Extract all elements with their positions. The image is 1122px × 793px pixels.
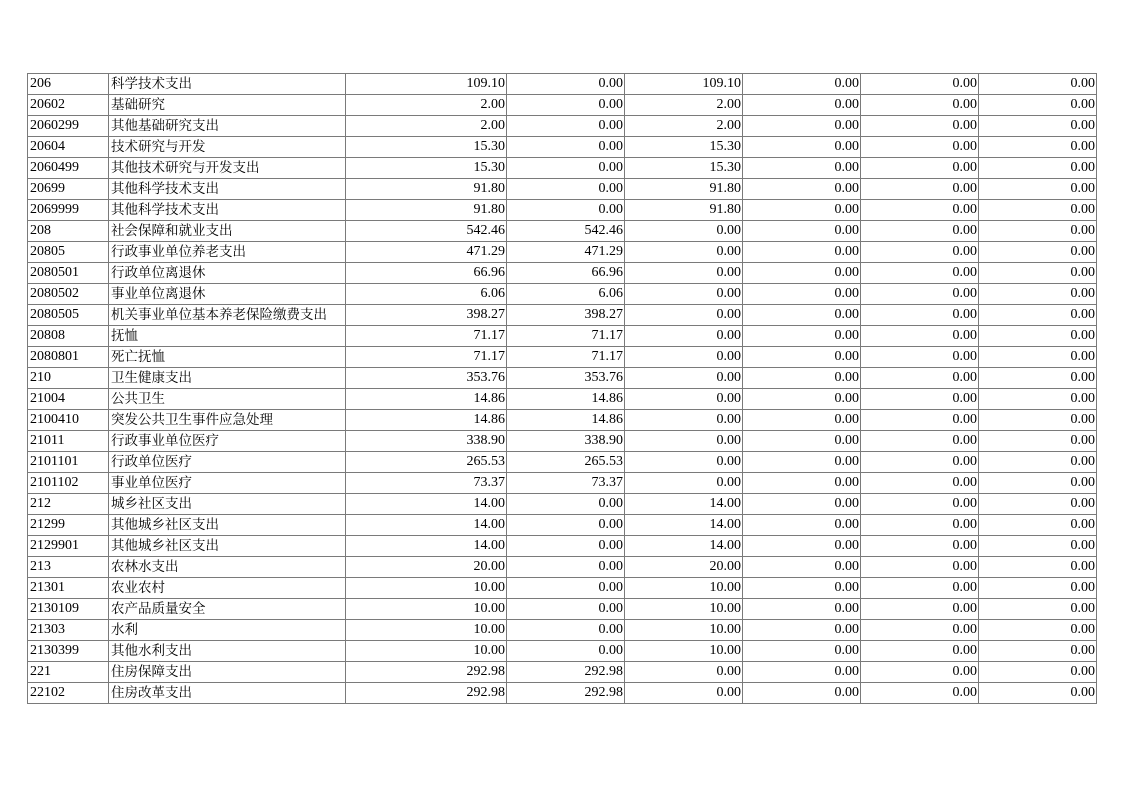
amount-cell: 471.29: [346, 242, 507, 263]
amount-cell: 0.00: [743, 368, 861, 389]
amount-cell: 10.00: [625, 641, 743, 662]
subject-code-cell: 213: [28, 557, 109, 578]
subject-name-cell: 其他科学技术支出: [109, 179, 346, 200]
amount-cell: 0.00: [979, 473, 1097, 494]
amount-cell: 0.00: [979, 74, 1097, 95]
amount-cell: 0.00: [507, 200, 625, 221]
subject-code-cell: 2060299: [28, 116, 109, 137]
amount-cell: 10.00: [625, 578, 743, 599]
amount-cell: 14.00: [625, 515, 743, 536]
amount-cell: 10.00: [346, 578, 507, 599]
subject-name-cell: 突发公共卫生事件应急处理: [109, 410, 346, 431]
amount-cell: 0.00: [861, 431, 979, 452]
subject-code-cell: 2080501: [28, 263, 109, 284]
amount-cell: 338.90: [507, 431, 625, 452]
amount-cell: 2.00: [625, 95, 743, 116]
amount-cell: 0.00: [743, 431, 861, 452]
amount-cell: 0.00: [743, 599, 861, 620]
amount-cell: 0.00: [743, 683, 861, 704]
amount-cell: 73.37: [346, 473, 507, 494]
table-row: [28, 557, 1097, 578]
table-row: [28, 452, 1097, 473]
amount-cell: 0.00: [625, 683, 743, 704]
subject-name-cell: 科学技术支出: [109, 74, 346, 95]
amount-cell: 10.00: [625, 599, 743, 620]
amount-cell: 542.46: [346, 221, 507, 242]
subject-code-cell: 2060499: [28, 158, 109, 179]
amount-cell: 20.00: [625, 557, 743, 578]
subject-name-cell: 农林水支出: [109, 557, 346, 578]
amount-cell: 0.00: [625, 473, 743, 494]
amount-cell: 0.00: [861, 242, 979, 263]
amount-cell: 292.98: [507, 662, 625, 683]
table-row: [28, 662, 1097, 683]
amount-cell: 0.00: [507, 116, 625, 137]
amount-cell: 0.00: [743, 305, 861, 326]
amount-cell: 0.00: [743, 473, 861, 494]
table-row: [28, 473, 1097, 494]
amount-cell: 0.00: [743, 557, 861, 578]
amount-cell: 0.00: [507, 515, 625, 536]
amount-cell: 0.00: [743, 95, 861, 116]
amount-cell: 0.00: [625, 452, 743, 473]
table-row: [28, 242, 1097, 263]
amount-cell: 0.00: [979, 158, 1097, 179]
amount-cell: 0.00: [625, 662, 743, 683]
amount-cell: 0.00: [743, 137, 861, 158]
amount-cell: 0.00: [625, 284, 743, 305]
amount-cell: 6.06: [346, 284, 507, 305]
table-row: [28, 74, 1097, 95]
subject-name-cell: 住房改革支出: [109, 683, 346, 704]
amount-cell: 14.86: [346, 410, 507, 431]
amount-cell: 0.00: [507, 578, 625, 599]
amount-cell: 2.00: [346, 95, 507, 116]
amount-cell: 0.00: [979, 242, 1097, 263]
amount-cell: 15.30: [625, 137, 743, 158]
amount-cell: 91.80: [346, 200, 507, 221]
amount-cell: 265.53: [346, 452, 507, 473]
amount-cell: 398.27: [507, 305, 625, 326]
table-row: [28, 410, 1097, 431]
amount-cell: 0.00: [861, 662, 979, 683]
amount-cell: 0.00: [743, 179, 861, 200]
amount-cell: 2.00: [346, 116, 507, 137]
table-row: [28, 494, 1097, 515]
amount-cell: 0.00: [979, 326, 1097, 347]
amount-cell: 109.10: [346, 74, 507, 95]
table-row: [28, 368, 1097, 389]
subject-code-cell: 212: [28, 494, 109, 515]
amount-cell: 0.00: [861, 683, 979, 704]
subject-name-cell: 技术研究与开发: [109, 137, 346, 158]
amount-cell: 0.00: [979, 557, 1097, 578]
subject-code-cell: 20805: [28, 242, 109, 263]
amount-cell: 0.00: [507, 158, 625, 179]
subject-code-cell: 2130109: [28, 599, 109, 620]
subject-code-cell: 22102: [28, 683, 109, 704]
subject-name-cell: 其他城乡社区支出: [109, 536, 346, 557]
amount-cell: 398.27: [346, 305, 507, 326]
subject-name-cell: 住房保障支出: [109, 662, 346, 683]
subject-name-cell: 抚恤: [109, 326, 346, 347]
subject-name-cell: 公共卫生: [109, 389, 346, 410]
amount-cell: 0.00: [507, 599, 625, 620]
subject-code-cell: 208: [28, 221, 109, 242]
amount-cell: 0.00: [743, 620, 861, 641]
amount-cell: 0.00: [861, 95, 979, 116]
amount-cell: 0.00: [743, 662, 861, 683]
table-row: [28, 305, 1097, 326]
amount-cell: 15.30: [625, 158, 743, 179]
amount-cell: 0.00: [861, 494, 979, 515]
amount-cell: 0.00: [743, 389, 861, 410]
amount-cell: 0.00: [861, 599, 979, 620]
subject-name-cell: 机关事业单位基本养老保险缴费支出: [109, 305, 346, 326]
amount-cell: 71.17: [507, 326, 625, 347]
amount-cell: 0.00: [979, 368, 1097, 389]
amount-cell: 0.00: [861, 284, 979, 305]
amount-cell: 0.00: [979, 221, 1097, 242]
amount-cell: 10.00: [346, 620, 507, 641]
subject-name-cell: 城乡社区支出: [109, 494, 346, 515]
amount-cell: 0.00: [979, 578, 1097, 599]
amount-cell: 0.00: [743, 158, 861, 179]
amount-cell: 6.06: [507, 284, 625, 305]
subject-code-cell: 2080505: [28, 305, 109, 326]
amount-cell: 0.00: [743, 74, 861, 95]
amount-cell: 109.10: [625, 74, 743, 95]
subject-name-cell: 农产品质量安全: [109, 599, 346, 620]
amount-cell: 0.00: [625, 431, 743, 452]
amount-cell: 0.00: [743, 347, 861, 368]
amount-cell: 0.00: [861, 536, 979, 557]
subject-name-cell: 其他科学技术支出: [109, 200, 346, 221]
amount-cell: 0.00: [979, 284, 1097, 305]
amount-cell: 0.00: [507, 179, 625, 200]
amount-cell: 14.86: [346, 389, 507, 410]
table-row: [28, 578, 1097, 599]
subject-name-cell: 行政单位医疗: [109, 452, 346, 473]
amount-cell: 0.00: [625, 410, 743, 431]
amount-cell: 0.00: [979, 116, 1097, 137]
subject-name-cell: 卫生健康支出: [109, 368, 346, 389]
amount-cell: 292.98: [346, 662, 507, 683]
amount-cell: 338.90: [346, 431, 507, 452]
subject-code-cell: 2080502: [28, 284, 109, 305]
subject-name-cell: 行政事业单位医疗: [109, 431, 346, 452]
amount-cell: 0.00: [743, 536, 861, 557]
table-row: [28, 179, 1097, 200]
subject-code-cell: 210: [28, 368, 109, 389]
amount-cell: 0.00: [743, 116, 861, 137]
subject-name-cell: 行政事业单位养老支出: [109, 242, 346, 263]
subject-name-cell: 事业单位离退休: [109, 284, 346, 305]
amount-cell: 0.00: [743, 200, 861, 221]
amount-cell: 71.17: [346, 347, 507, 368]
amount-cell: 542.46: [507, 221, 625, 242]
amount-cell: 2.00: [625, 116, 743, 137]
amount-cell: 0.00: [979, 305, 1097, 326]
table-row: [28, 620, 1097, 641]
amount-cell: 71.17: [507, 347, 625, 368]
amount-cell: 91.80: [625, 200, 743, 221]
amount-cell: 0.00: [507, 620, 625, 641]
amount-cell: 0.00: [979, 599, 1097, 620]
amount-cell: 14.86: [507, 410, 625, 431]
amount-cell: 0.00: [861, 200, 979, 221]
table-row: [28, 116, 1097, 137]
table-row: [28, 158, 1097, 179]
subject-code-cell: 2101101: [28, 452, 109, 473]
amount-cell: 0.00: [979, 662, 1097, 683]
amount-cell: 0.00: [625, 242, 743, 263]
table-row: [28, 431, 1097, 452]
amount-cell: 0.00: [507, 536, 625, 557]
subject-code-cell: 2101102: [28, 473, 109, 494]
amount-cell: 0.00: [861, 137, 979, 158]
amount-cell: 0.00: [743, 410, 861, 431]
table-row: [28, 536, 1097, 557]
amount-cell: 0.00: [861, 452, 979, 473]
amount-cell: 14.00: [625, 536, 743, 557]
amount-cell: 0.00: [979, 347, 1097, 368]
table-row: [28, 515, 1097, 536]
amount-cell: 10.00: [346, 599, 507, 620]
table-row: [28, 221, 1097, 242]
amount-cell: 14.00: [346, 536, 507, 557]
amount-cell: 14.00: [346, 515, 507, 536]
table-row: [28, 200, 1097, 221]
amount-cell: 0.00: [979, 515, 1097, 536]
subject-code-cell: 20604: [28, 137, 109, 158]
subject-code-cell: 20602: [28, 95, 109, 116]
amount-cell: 0.00: [979, 641, 1097, 662]
amount-cell: 0.00: [743, 263, 861, 284]
amount-cell: 0.00: [507, 494, 625, 515]
amount-cell: 73.37: [507, 473, 625, 494]
amount-cell: 265.53: [507, 452, 625, 473]
subject-name-cell: 事业单位医疗: [109, 473, 346, 494]
table-row: [28, 347, 1097, 368]
subject-name-cell: 其他水利支出: [109, 641, 346, 662]
amount-cell: 15.30: [346, 158, 507, 179]
amount-cell: 0.00: [743, 284, 861, 305]
table-row: [28, 389, 1097, 410]
amount-cell: 66.96: [507, 263, 625, 284]
amount-cell: 0.00: [743, 494, 861, 515]
amount-cell: 0.00: [979, 263, 1097, 284]
amount-cell: 0.00: [979, 536, 1097, 557]
amount-cell: 0.00: [625, 389, 743, 410]
amount-cell: 14.00: [346, 494, 507, 515]
amount-cell: 0.00: [861, 179, 979, 200]
amount-cell: 292.98: [507, 683, 625, 704]
subject-name-cell: 其他城乡社区支出: [109, 515, 346, 536]
subject-name-cell: 基础研究: [109, 95, 346, 116]
amount-cell: 0.00: [979, 200, 1097, 221]
amount-cell: 471.29: [507, 242, 625, 263]
table-row: [28, 599, 1097, 620]
amount-cell: 0.00: [979, 620, 1097, 641]
subject-name-cell: 死亡抚恤: [109, 347, 346, 368]
amount-cell: 0.00: [743, 578, 861, 599]
amount-cell: 0.00: [861, 305, 979, 326]
subject-code-cell: 21299: [28, 515, 109, 536]
amount-cell: 0.00: [979, 410, 1097, 431]
amount-cell: 0.00: [507, 74, 625, 95]
amount-cell: 14.86: [507, 389, 625, 410]
amount-cell: 0.00: [625, 326, 743, 347]
amount-cell: 0.00: [861, 326, 979, 347]
subject-code-cell: 2129901: [28, 536, 109, 557]
amount-cell: 0.00: [861, 158, 979, 179]
subject-code-cell: 21303: [28, 620, 109, 641]
amount-cell: 10.00: [346, 641, 507, 662]
table-row: [28, 263, 1097, 284]
amount-cell: 0.00: [625, 347, 743, 368]
subject-code-cell: 21011: [28, 431, 109, 452]
amount-cell: 0.00: [979, 389, 1097, 410]
table-row: [28, 284, 1097, 305]
amount-cell: 0.00: [979, 137, 1097, 158]
amount-cell: 0.00: [625, 263, 743, 284]
amount-cell: 0.00: [861, 263, 979, 284]
amount-cell: 0.00: [861, 410, 979, 431]
amount-cell: 353.76: [346, 368, 507, 389]
amount-cell: 0.00: [861, 116, 979, 137]
amount-cell: 0.00: [507, 95, 625, 116]
amount-cell: 0.00: [861, 473, 979, 494]
amount-cell: 0.00: [625, 368, 743, 389]
amount-cell: 91.80: [346, 179, 507, 200]
amount-cell: 0.00: [625, 221, 743, 242]
budget-table: [27, 73, 1097, 704]
amount-cell: 0.00: [743, 326, 861, 347]
subject-code-cell: 20808: [28, 326, 109, 347]
amount-cell: 0.00: [861, 368, 979, 389]
amount-cell: 0.00: [861, 578, 979, 599]
subject-code-cell: 2100410: [28, 410, 109, 431]
subject-code-cell: 21004: [28, 389, 109, 410]
amount-cell: 15.30: [346, 137, 507, 158]
amount-cell: 0.00: [625, 305, 743, 326]
amount-cell: 14.00: [625, 494, 743, 515]
amount-cell: 0.00: [861, 389, 979, 410]
amount-cell: 71.17: [346, 326, 507, 347]
amount-cell: 0.00: [861, 515, 979, 536]
subject-name-cell: 水利: [109, 620, 346, 641]
amount-cell: 20.00: [346, 557, 507, 578]
amount-cell: 0.00: [861, 74, 979, 95]
amount-cell: 0.00: [743, 242, 861, 263]
table-row: [28, 137, 1097, 158]
amount-cell: 0.00: [507, 557, 625, 578]
subject-code-cell: 2080801: [28, 347, 109, 368]
amount-cell: 66.96: [346, 263, 507, 284]
subject-code-cell: 206: [28, 74, 109, 95]
subject-name-cell: 农业农村: [109, 578, 346, 599]
table-body: [28, 74, 1097, 704]
amount-cell: 353.76: [507, 368, 625, 389]
amount-cell: 0.00: [861, 347, 979, 368]
subject-name-cell: 行政单位离退休: [109, 263, 346, 284]
amount-cell: 0.00: [507, 641, 625, 662]
subject-code-cell: 2069999: [28, 200, 109, 221]
subject-code-cell: 2130399: [28, 641, 109, 662]
subject-name-cell: 其他基础研究支出: [109, 116, 346, 137]
amount-cell: 0.00: [979, 431, 1097, 452]
subject-code-cell: 20699: [28, 179, 109, 200]
subject-code-cell: 221: [28, 662, 109, 683]
amount-cell: 0.00: [743, 452, 861, 473]
amount-cell: 0.00: [861, 221, 979, 242]
amount-cell: 0.00: [979, 95, 1097, 116]
subject-name-cell: 社会保障和就业支出: [109, 221, 346, 242]
amount-cell: 0.00: [743, 515, 861, 536]
table-row: [28, 641, 1097, 662]
amount-cell: 10.00: [625, 620, 743, 641]
amount-cell: 0.00: [743, 641, 861, 662]
amount-cell: 0.00: [979, 683, 1097, 704]
table-row: [28, 326, 1097, 347]
subject-code-cell: 21301: [28, 578, 109, 599]
amount-cell: 0.00: [861, 620, 979, 641]
amount-cell: 0.00: [507, 137, 625, 158]
amount-cell: 292.98: [346, 683, 507, 704]
table-row: [28, 683, 1097, 704]
amount-cell: 0.00: [979, 179, 1097, 200]
amount-cell: 0.00: [979, 452, 1097, 473]
subject-name-cell: 其他技术研究与开发支出: [109, 158, 346, 179]
amount-cell: 91.80: [625, 179, 743, 200]
amount-cell: 0.00: [979, 494, 1097, 515]
amount-cell: 0.00: [861, 641, 979, 662]
amount-cell: 0.00: [743, 221, 861, 242]
table-row: [28, 95, 1097, 116]
amount-cell: 0.00: [861, 557, 979, 578]
